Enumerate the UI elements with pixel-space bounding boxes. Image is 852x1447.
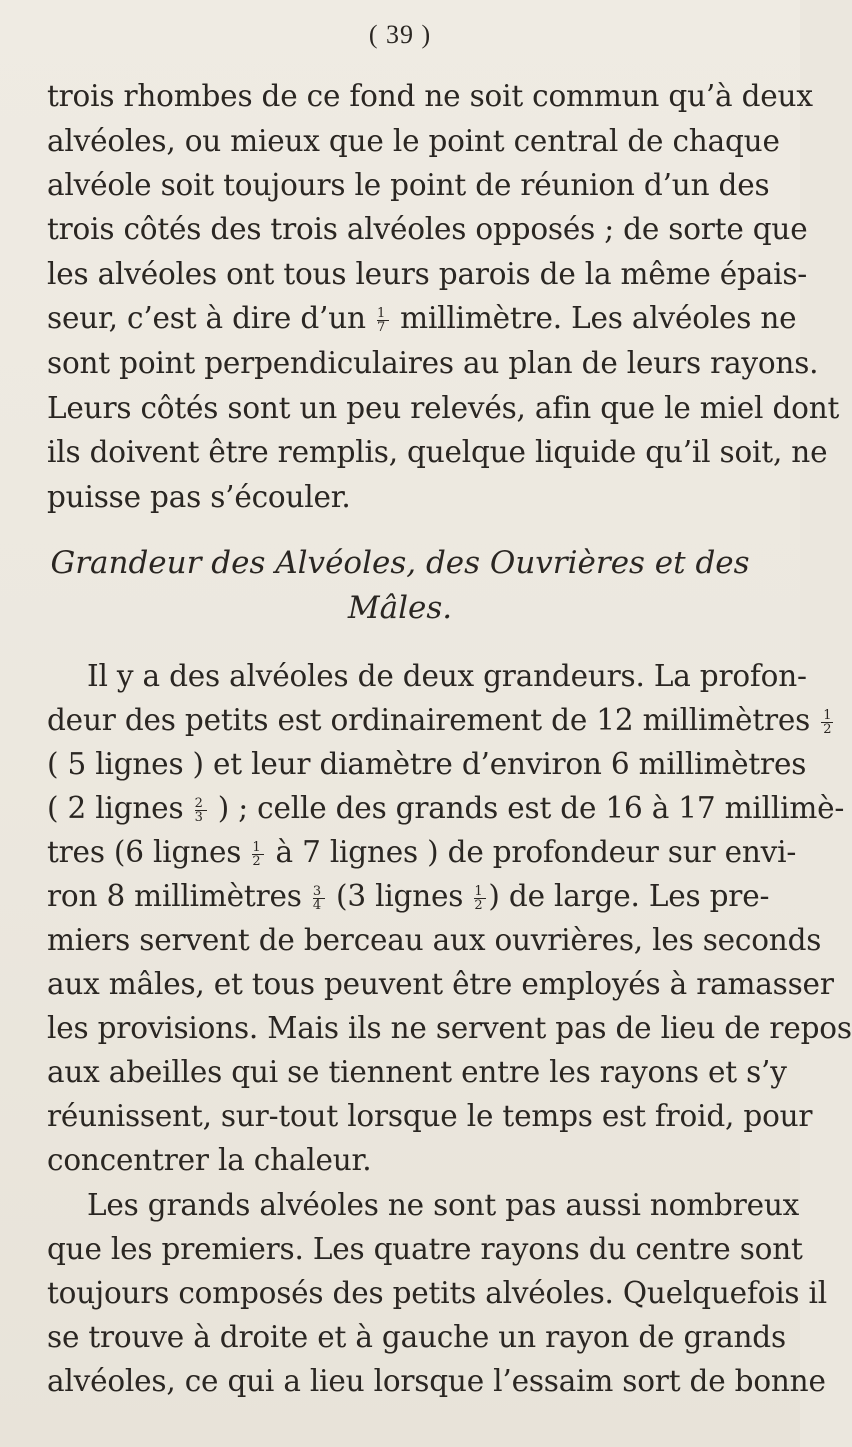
text-line: les alvéoles ont tous leurs parois de la même épais- xyxy=(47,257,808,291)
fraction-denominator: 2 xyxy=(823,721,832,737)
text-run: à 7 lignes ) de profondeur sur envi- xyxy=(266,835,797,869)
fraction-numerator: 1 xyxy=(252,841,264,855)
text-line: les provisions. Mais ils ne servent pas de lieu de repos xyxy=(47,1011,852,1045)
fraction xyxy=(377,307,389,334)
page-number: ( 39 ) xyxy=(368,20,432,49)
text-line: alvéoles, ou mieux que le point central de chaque xyxy=(47,124,780,158)
text-run: tres (6 lignes xyxy=(47,835,251,869)
fraction-numerator: 1 xyxy=(474,885,486,899)
text-line: concentrer la chaleur. xyxy=(47,1143,372,1177)
text-line xyxy=(47,702,832,738)
fraction-denominator: 2 xyxy=(252,853,261,869)
text-line: toujours composés des petits alvéoles. Quelquefois il xyxy=(47,1276,828,1310)
fraction-numerator: 1 xyxy=(377,307,389,321)
text-line: trois rhombes de ce fond ne soit commun qu’à deux xyxy=(47,79,813,113)
fraction-numerator: 1 xyxy=(823,707,832,723)
text-line: trois côtés des trois alvéoles opposés ; de sorte que xyxy=(47,212,808,246)
section-heading: Mâles. xyxy=(347,590,453,626)
text-run: deur des petits est ordinairement de 12 millimètres xyxy=(47,703,820,737)
fraction xyxy=(474,885,486,912)
section-heading: Grandeur des Alvéoles, des Ouvrières et des xyxy=(50,545,750,581)
text-line: aux abeilles qui se tiennent entre les rayons et s’y xyxy=(47,1055,787,1089)
text-line xyxy=(47,300,797,336)
text-line: se trouve à droite et à gauche un rayon de grands xyxy=(47,1320,786,1354)
fraction-denominator: 3 xyxy=(194,809,203,825)
fraction xyxy=(313,885,325,912)
fraction xyxy=(821,709,833,736)
text-line: alvéole soit toujours le point de réunion d’un des xyxy=(47,168,770,202)
text-line: aux mâles, et tous peuvent être employés à ramasser xyxy=(47,967,834,1001)
text-line xyxy=(47,834,797,870)
text-run: (3 lignes xyxy=(326,879,473,913)
text-run: ( 2 lignes xyxy=(47,791,193,825)
text-line: Les grands alvéoles ne sont pas aussi nombreux xyxy=(87,1188,800,1222)
text-line: réunissent, sur-tout lorsque le temps est froid, pour xyxy=(47,1099,813,1133)
fraction-numerator: 3 xyxy=(313,885,325,899)
fraction-denominator: 4 xyxy=(312,897,321,913)
fraction-denominator: 2 xyxy=(474,897,483,913)
text-run: ron 8 millimètres xyxy=(47,879,311,913)
text-line: ( 5 lignes ) et leur diamètre d’environ 6 millimètres xyxy=(47,747,807,781)
text-run: ) ; celle des grands est de 16 à 17 millimè- xyxy=(208,791,845,825)
text-line: puisse pas s’écouler. xyxy=(47,480,351,514)
text-line: miers servent de berceau aux ouvrières, les seconds xyxy=(47,923,822,957)
text-line: alvéoles, ce qui a lieu lorsque l’essaim sort de bonne xyxy=(47,1364,826,1398)
text-line: Il y a des alvéoles de deux grandeurs. La profon- xyxy=(87,659,807,693)
text-run: millimètre. Les alvéoles ne xyxy=(391,301,797,335)
fraction xyxy=(195,797,207,824)
text-line: que les premiers. Les quatre rayons du centre sont xyxy=(47,1232,803,1266)
text-run: seur, c’est à dire d’un xyxy=(47,301,375,335)
text-line: sont point perpendiculaires au plan de leurs rayons. xyxy=(47,346,819,380)
text-line: ils doivent être remplis, quelque liquide qu’il soit, ne xyxy=(47,435,828,469)
fraction-numerator: 2 xyxy=(195,797,207,811)
text-line xyxy=(47,790,845,826)
fraction-denominator: 7 xyxy=(377,319,386,335)
text-line xyxy=(47,878,770,914)
text-line: Leurs côtés sont un peu relevés, afin que le miel dont xyxy=(47,391,840,425)
fraction xyxy=(252,841,264,868)
text-run: ) de large. Les pre- xyxy=(488,879,770,913)
